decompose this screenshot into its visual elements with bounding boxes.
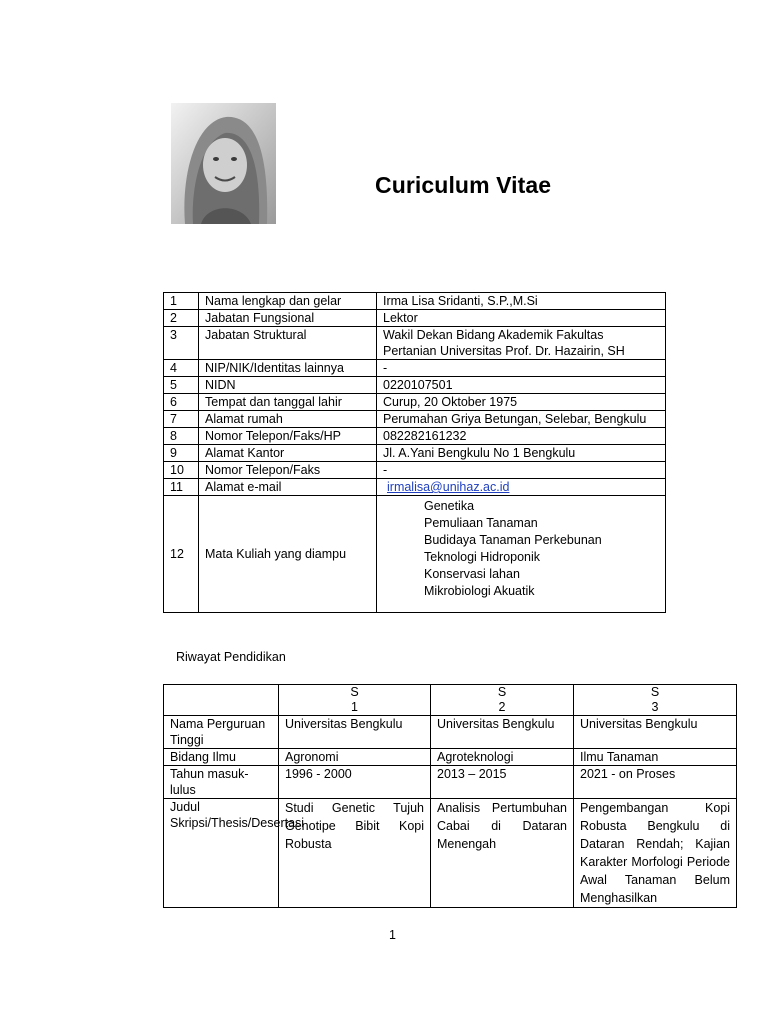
course-item: Genetika [424,499,475,513]
courses-row [164,496,666,613]
degree-number: 3 [651,700,659,714]
education-row-label: Tahun masuk-lulus [164,766,279,799]
education-cell: Agroteknologi [431,749,574,766]
degree-letter: S [650,685,660,699]
info-row-label: Tempat dan tanggal lahir [199,394,377,411]
info-row-value: - [377,360,666,377]
education-cell: 2021 - on Proses [574,766,737,799]
education-row [164,749,737,766]
info-row-value: Jl. A.Yani Bengkulu No 1 Bengkulu [377,445,666,462]
info-row-label: Nomor Telepon/Faks/HP [199,428,377,445]
info-row [164,377,666,394]
info-row-label: Alamat Kantor [199,445,377,462]
info-row-value: - [377,462,666,479]
info-row-value: 0220107501 [377,377,666,394]
education-row [164,799,737,908]
course-item: Teknologi Hidroponik [424,550,541,564]
education-cell: 1996 - 2000 [279,766,431,799]
education-row [164,766,737,799]
education-section-title: Riwayat Pendidikan [176,650,286,664]
info-row [164,310,666,327]
info-row-number: 7 [164,411,199,428]
info-row [164,360,666,377]
info-row-label: Alamat rumah [199,411,377,428]
education-row-label: Nama Perguruan Tinggi [164,716,279,749]
info-row-label: Nomor Telepon/Faks [199,462,377,479]
info-row-number: 11 [164,479,199,496]
education-cell: Agronomi [279,749,431,766]
info-row-value: Lektor [377,310,666,327]
info-row-label: Jabatan Fungsional [199,310,377,327]
info-row-label: NIP/NIK/Identitas lainnya [199,360,377,377]
page-title: Curiculum Vitae [375,172,552,198]
info-row [164,411,666,428]
email-link[interactable]: irmalisa@unihaz.ac.id [387,480,510,494]
info-row-number: 9 [164,445,199,462]
info-row-label: Nama lengkap dan gelar [199,293,377,310]
info-row [164,479,666,496]
info-row-number: 6 [164,394,199,411]
education-cell: Ilmu Tanaman [574,749,737,766]
info-row-number: 1 [164,293,199,310]
course-item: Mikrobiologi Akuatik [424,584,535,598]
info-row-number: 10 [164,462,199,479]
info-row [164,428,666,445]
education-table [163,684,737,908]
info-row-number: 2 [164,310,199,327]
info-row-value: Perumahan Griya Betungan, Selebar, Bengkulu [377,411,666,428]
page-number: 1 [389,928,396,942]
degree-number: 1 [351,700,358,714]
info-row [164,462,666,479]
portrait-image [171,103,276,224]
info-row [164,445,666,462]
education-header-row [164,685,737,716]
profile-photo [171,103,276,224]
info-row-number: 5 [164,377,199,394]
info-row-number: 12 [164,496,199,613]
education-row-label: Judul Skripsi/Thesis/Desertasi [164,799,279,908]
education-cell: 2013 – 2015 [431,766,574,799]
education-header-blank [164,685,279,716]
info-row-number: 3 [164,327,199,360]
course-item: Pemuliaan Tanaman [424,516,538,530]
info-row [164,394,666,411]
info-row-value: Curup, 20 Oktober 1975 [377,394,666,411]
education-level-header [279,685,431,716]
info-row-label: Jabatan Struktural [199,327,377,360]
personal-info-table [163,292,666,613]
education-cell: Universitas Bengkulu [279,716,431,749]
info-row-value [377,479,666,496]
course-item: Konservasi lahan [424,567,520,581]
info-row-value: Wakil Dekan Bidang Akademik Fakultas Pertanian Universitas Prof. Dr. Hazairin, SH [377,327,666,360]
education-level-header [574,685,737,716]
info-row-value: Irma Lisa Sridanti, S.P.,M.Si [377,293,666,310]
education-cell: Universitas Bengkulu [431,716,574,749]
info-row-value: 082282161232 [377,428,666,445]
courses-list [377,496,666,613]
education-cell: Studi Genetic Tujuh Genotipe Bibit Kopi Robusta [279,799,431,908]
education-row [164,716,737,749]
info-row-label: Alamat e-mail [199,479,377,496]
degree-number: 2 [498,700,506,714]
education-level-header [431,685,574,716]
education-cell: Universitas Bengkulu [574,716,737,749]
education-cell: Analisis Pertumbuhan Cabai di Dataran Menengah [431,799,574,908]
info-row [164,327,666,360]
courses-label: Mata Kuliah yang diampu [199,496,377,613]
education-row-label: Bidang Ilmu [164,749,279,766]
info-row-number: 4 [164,360,199,377]
course-item: Budidaya Tanaman Perkebunan [424,533,602,547]
education-cell: Pengembangan Kopi Robusta Bengkulu di Dataran Rendah; Kajian Karakter Morfologi Periode Awal Tanaman Belum Menghasilkan [574,799,737,908]
info-row-label: NIDN [199,377,377,394]
info-row-number: 8 [164,428,199,445]
degree-letter: S [497,685,507,699]
info-row [164,293,666,310]
degree-letter: S [350,685,359,699]
